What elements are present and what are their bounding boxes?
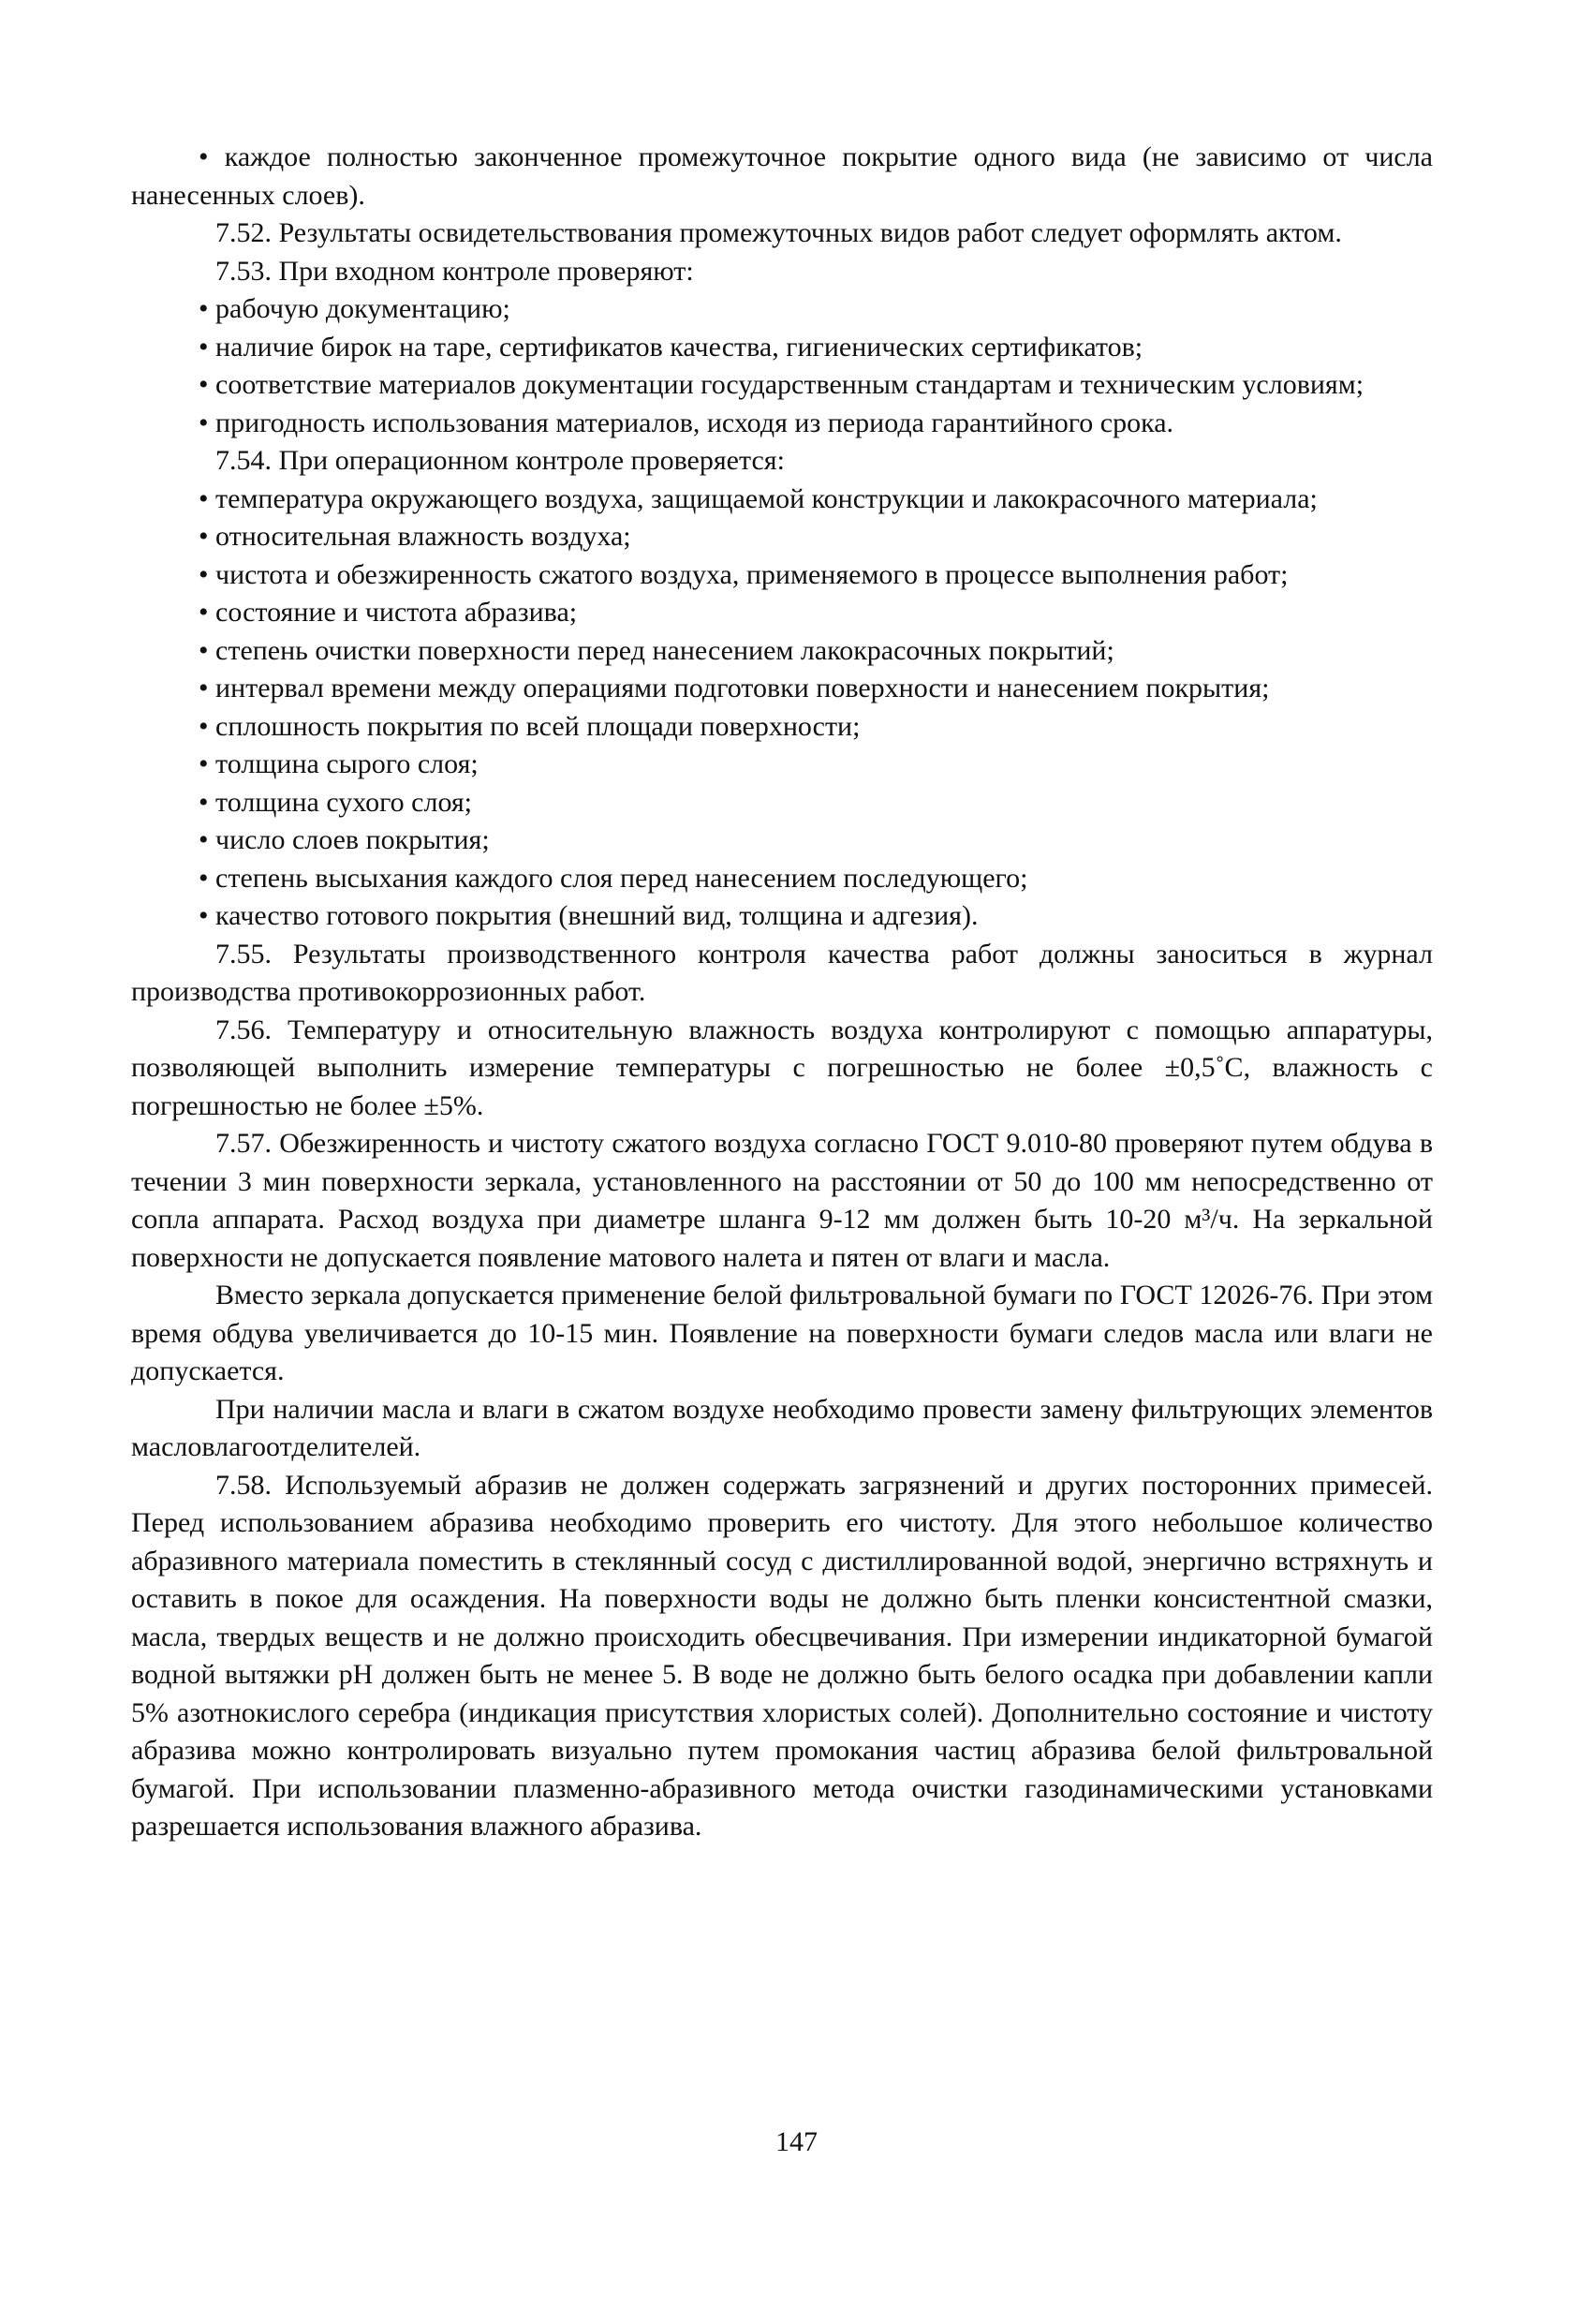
paragraph: 7.58. Используемый абразив не должен содержать загрязнений и других посторонних примесей. Перед использованием абразива необходимо проверить его чистоту. Для этого небольшое количество абразивного материала поместить в стеклянный сосуд с дистиллированной водой, энергично встряхнуть и оставить в покое для осаждения. На поверхности воды не должно быть пленки консистентной смазки, масла, твердых веществ и не должно происходить обесцвечивания. При измерении индикаторной бумагой водной вытяжки pH должен быть не менее 5. В воде не должно быть белого осадка при добавлении капли 5% азотнокислого серебра (индикация присутствия хлористых солей). Дополнительно состояние и чистоту абразива можно контролировать визуально путем промокания частиц абразива белой фильтровальной бумагой. При использовании плазменно-абразивного метода очистки газодинамическими установками разрешается использования влажного абразива. bbox=[131, 1469, 1433, 1842]
bullet-item: • рабочую документацию; bbox=[131, 290, 1433, 329]
bullet-item: • интервал времени между операциями подготовки поверхности и нанесением покрытия; bbox=[131, 670, 1433, 708]
paragraph: 7.57. Обезжиренность и чистоту сжатого воздуха согласно ГОСТ 9.010-80 проверяют путем обдува в течении 3 мин поверхности зеркала, установленного на расстоянии от 50 до 100 мм непосредственно от сопла аппарата. Расход воздуха при диаметре шланга 9-12 мм должен быть 10-20 м³/ч. На зеркальной поверхности не допускается появление матового налета и пятен от влаги и масла. bbox=[131, 1128, 1433, 1273]
paragraph: Вместо зеркала допускается применение белой фильтровальной бумаги по ГОСТ 12026-76. При этом время обдува увеличивается до 10-15 мин. Появление на поверхности бумаги следов масла или влаги не допускается. bbox=[131, 1280, 1433, 1386]
paragraph: 7.53. При входном контроле проверяют: bbox=[215, 255, 694, 287]
bullet-item: • качество готового покрытия (внешний вид, толщина и адгезия). bbox=[131, 897, 1433, 936]
paragraph: 7.52. Результаты освидетельствования промежуточных видов работ следует оформлять актом. bbox=[215, 217, 1342, 248]
bullet-item: • относительная влажность воздуха; bbox=[131, 518, 1433, 556]
paragraph: 7.56. Температуру и относительную влажность воздуха контролируют с помощью аппаратуры, позволяющей выполнить измерение температуры с погрешностью не более ±0,5˚С, влажность с погрешностью не более ±5%. bbox=[131, 1014, 1433, 1121]
bullet-item: • соответствие материалов документации государственным стандартам и техническим условиям; bbox=[131, 366, 1433, 405]
bullet-item: • толщина сухого слоя; bbox=[131, 784, 1433, 822]
bullet-item: • состояние и чистота абразива; bbox=[131, 594, 1433, 632]
bullet-item: • наличие бирок на таре, сертификатов качества, гигиенических сертификатов; bbox=[131, 329, 1433, 367]
paragraph: При наличии масла и влаги в сжатом воздухе необходимо провести замену фильтрующих элементов масловлагоотделителей. bbox=[131, 1393, 1433, 1462]
bullet-item: • число слоев покрытия; bbox=[131, 822, 1433, 860]
bullet-item: • пригодность использования материалов, исходя из периода гарантийного срока. bbox=[131, 405, 1433, 443]
paragraph: 7.55. Результаты производственного контроля качества работ должны заноситься в журнал производства противокоррозионных работ. bbox=[131, 938, 1433, 1007]
bullet-item: • сплошность покрытия по всей площади поверхности; bbox=[131, 708, 1433, 747]
bullet-item: • степень очистки поверхности перед нанесением лакокрасочных покрытий; bbox=[131, 632, 1433, 671]
bullet-item: • степень высыхания каждого слоя перед нанесением последующего; bbox=[131, 860, 1433, 898]
document-body bbox=[131, 139, 1433, 1846]
page-number: 147 bbox=[775, 2126, 818, 2157]
paragraph: 7.54. При операционном контроле проверяется: bbox=[215, 445, 785, 476]
bullet-item: • каждое полностью законченное промежуточное покрытие одного вида (не зависимо от числа нанесенных слоев). bbox=[131, 139, 1433, 215]
bullet-item: • температура окружающего воздуха, защищаемой конструкции и лакокрасочного материала; bbox=[131, 481, 1433, 519]
bullet-item: • толщина сырого слоя; bbox=[131, 746, 1433, 784]
bullet-item: • чистота и обезжиренность сжатого воздуха, применяемого в процессе выполнения работ; bbox=[131, 556, 1433, 595]
